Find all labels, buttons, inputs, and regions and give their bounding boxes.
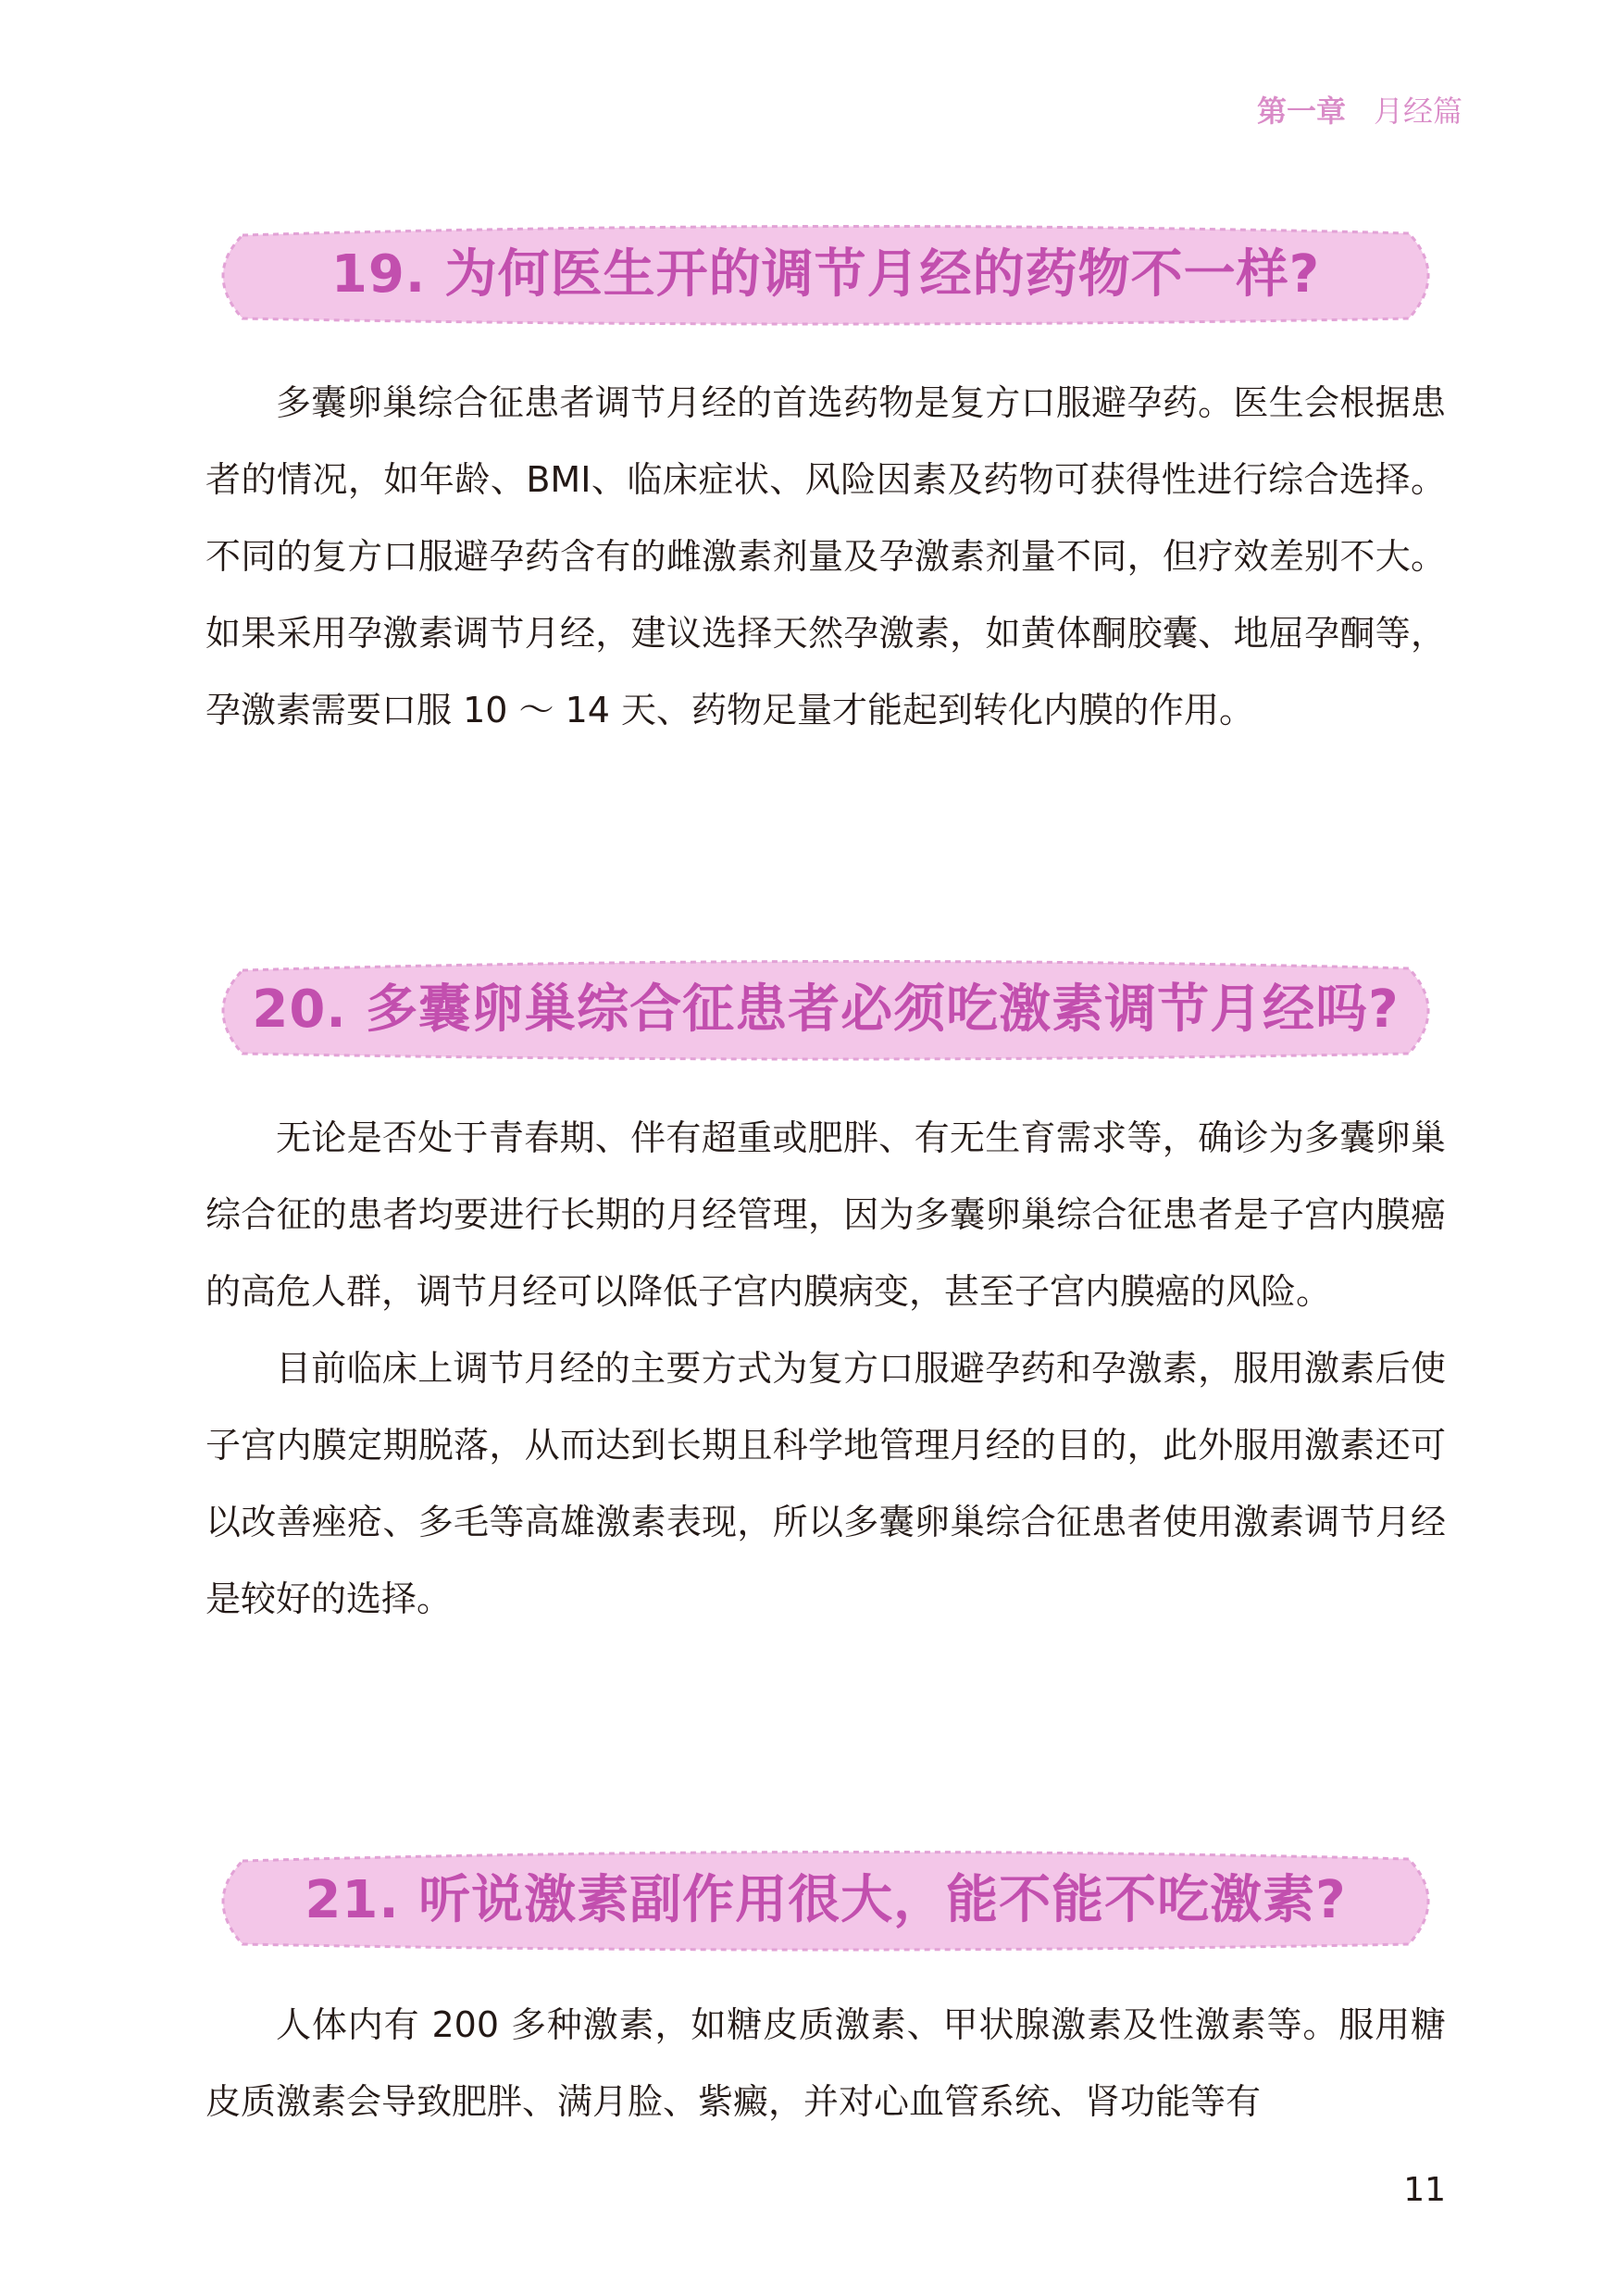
question-title: 20. 多囊卵巢综合征患者必须吃激素调节月经吗? bbox=[252, 980, 1400, 1040]
chapter-label: 第一章 bbox=[1256, 94, 1346, 129]
paragraph: 多囊卵巢综合征患者调节月经的首选药物是复方口服避孕药。医生会根据患者的情况，如年龄、BMI、临床症状、风险因素及药物可获得性进行综合选择。不同的复方口服避孕药含有的雌激素剂量及孕激素剂量不同，但疗效差别不大。如果采用孕激素调节月经，建议选择天然孕激素，如黄体酮胶囊、地屈孕酮等，孕激素需要口服 10 ～ 14 天、药物足量才能起到转化内膜的作用。 bbox=[205, 382, 1446, 730]
paragraph: 人体内有 200 多种激素，如糖皮质激素、甲状腺激素及性激素等。服用糖皮质激素会导致肥胖、满月脸、紫癜，并对心血管系统、肾功能等有 bbox=[205, 2004, 1446, 2122]
paragraph: 目前临床上调节月经的主要方式为复方口服避孕药和孕激素，服用激素后使子宫内膜定期脱落，从而达到长期且科学地管理月经的目的，此外服用激素还可以改善痤疮、多毛等高雄激素表现，所以多囊卵巢综合征患者使用激素调节月经是较好的选择。 bbox=[205, 1348, 1446, 1619]
section-label: 月经篇 bbox=[1373, 94, 1462, 129]
question-title-banner bbox=[205, 1848, 1446, 1953]
answer-text bbox=[205, 1987, 1446, 2140]
paragraph: 无论是否处于青春期、伴有超重或肥胖、有无生育需求等，确诊为多囊卵巢综合征的患者均要进行长期的月经管理，因为多囊卵巢综合征患者是子宫内膜癌的高危人群，调节月经可以降低子宫内膜病变，甚至子宫内膜癌的风险。 bbox=[205, 1117, 1446, 1312]
question-title-banner bbox=[205, 222, 1446, 328]
running-header bbox=[1222, 91, 1462, 131]
question-title-banner bbox=[205, 957, 1446, 1063]
page-number: 11 bbox=[1403, 2171, 1446, 2209]
question-title: 19. 为何医生开的调节月经的药物不一样? bbox=[330, 244, 1321, 305]
answer-text bbox=[205, 1100, 1446, 1638]
question-title: 21. 听说激素副作用很大，能不能不吃激素? bbox=[305, 1870, 1347, 1930]
answer-text bbox=[205, 365, 1446, 749]
